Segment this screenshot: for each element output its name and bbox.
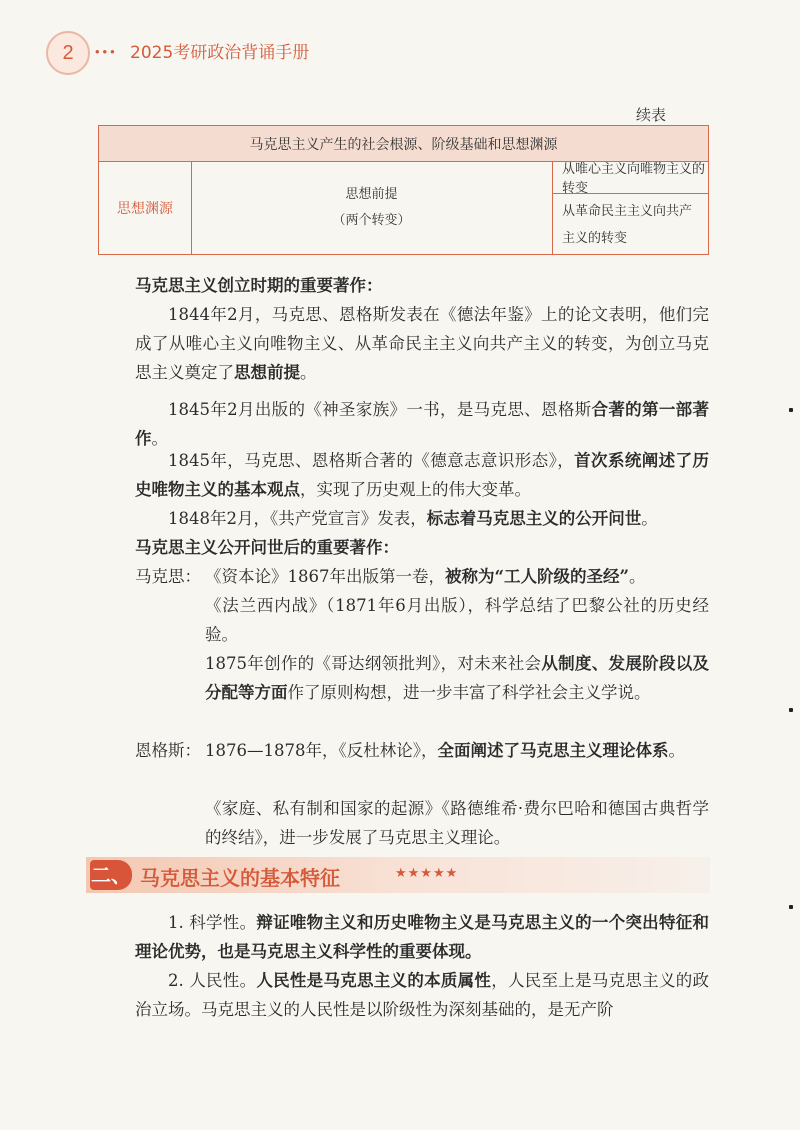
table-header: 马克思主义产生的社会根源、阶级基础和思想渊源 [99,126,708,162]
paragraph-1848: 1848年2月，《共产党宣言》发表，标志着马克思主义的公开问世。 [168,509,658,528]
origin-family-entry: 《家庭、私有制和国家的起源》《路德维希·费尔巴哈和德国古典哲学的终结》，进一步发展了马克思主义理论。 [205,799,709,847]
importance-stars-icon: ★★★★★ [395,866,459,881]
paragraph-1845-holy-family: 1845年2月出版的《神圣家族》一书，是马克思、恩格斯合著的第一部著作。 [135,400,710,448]
book-title: 2025考研政治背诵手册 [130,43,310,63]
section-number: 二、 [90,860,132,890]
anti-duhring-entry: 1876—1878年，《反杜林论》，全面阐述了马克思主义理论体系。 [205,741,685,760]
page-number-badge [46,31,90,75]
table-premise-cell [191,161,553,254]
paragraph-1844: 1844年2月，马克思、恩格斯发表在《德法年鉴》上的论文表明，他们完成了从唯心主义向唯物主义、从革命民主主义向共产主义的转变，为创立马克思主义奠定了思想前提。 [135,305,710,382]
feature-scientific: 1. 科学性。辩证唯物主义和历史唯物主义是马克思主义的一个突出特征和理论优势，也是马克思主义科学性的重要体现。 [135,913,709,961]
works-founding-heading: 马克思主义创立时期的重要著作： [135,276,383,295]
transition-cell-1: 从唯心主义向唯物主义的转变 [552,161,708,194]
gotha-entry: 1875年创作的《哥达纲领批判》，对未来社会从制度、发展阶段以及分配等方面作了原则构想，进一步丰富了科学社会主义学说。 [205,654,709,702]
paragraph-1845-german-ideology: 1845年，马克思、恩格斯合著的《德意志意识形态》，首次系统阐述了历史唯物主义的基本观点，实现了历史观上的伟大变革。 [135,451,709,499]
page-number: 2 [62,41,74,64]
section-title: 马克思主义的基本特征 [140,866,340,890]
scan-mark [789,905,793,909]
civil-war-entry: 《法兰西内战》（1871年6月出版），科学总结了巴黎公社的历史经验。 [205,596,709,644]
capital-entry: 《资本论》1867年出版第一卷，被称为“工人阶级的圣经”。 [205,567,646,586]
scan-mark [789,408,793,412]
table-category-cell: 思想渊源 [99,161,192,254]
transition-cell-2: 从革命民主主义向共产主义的转变 [562,204,693,246]
premise-title: 思想前提 [345,186,398,202]
origins-table [98,125,709,255]
works-after-heading: 马克思主义公开问世后的重要著作： [135,538,399,557]
scan-mark [789,708,793,712]
feature-people: 2. 人民性。人民性是马克思主义的本质属性，人民至上是马克思主义的政治立场。马克思主义的人民性是以阶级性为深刻基础的，是无产阶 [135,971,709,1019]
marx-label: 马克思： [135,567,201,586]
continued-label: 续表 [636,106,667,124]
engels-label: 恩格斯： [135,741,201,760]
header-dots: ••• [95,44,118,59]
premise-subtitle: （两个转变） [332,212,411,228]
